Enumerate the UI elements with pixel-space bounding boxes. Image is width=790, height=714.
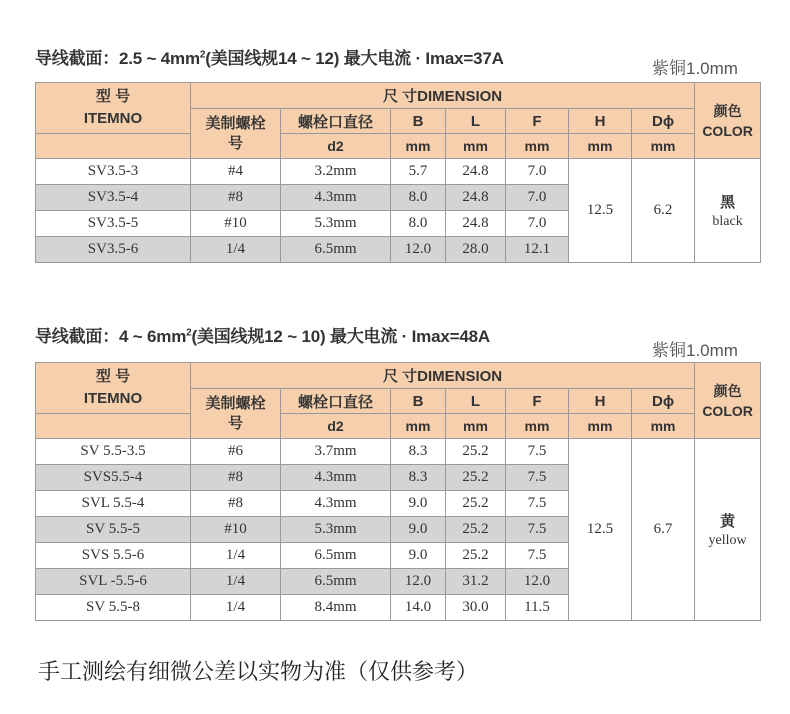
cell-item: SV3.5-3: [36, 159, 191, 185]
d2-header: d2: [281, 414, 391, 439]
cell-f: 7.0: [506, 185, 569, 211]
cell-b: 8.0: [391, 185, 446, 211]
cell-screw: #10: [191, 517, 281, 543]
cell-b: 12.0: [391, 569, 446, 595]
h-value: 12.5: [569, 159, 632, 263]
section-1-title: 导线截面：2.5 ~ $4mm^2$(美国线规14 ~ 12) 最大电流 · Imax=37A: [35, 49, 504, 68]
cell-f: 7.5: [506, 465, 569, 491]
cell-b: 9.0: [391, 491, 446, 517]
d-header: Dϕ: [632, 109, 695, 134]
cell-b: 14.0: [391, 595, 446, 621]
cell-d2: 8.4mm: [281, 595, 391, 621]
b-header: B: [391, 109, 446, 134]
cell-item: SV3.5-5: [36, 211, 191, 237]
cell-f: 12.0: [506, 569, 569, 595]
f-header: F: [506, 389, 569, 414]
cell-b: 8.0: [391, 211, 446, 237]
cell-f: 11.5: [506, 595, 569, 621]
section-1-material: 紫铜1.0mm: [652, 59, 738, 78]
d-unit: mm: [632, 134, 695, 159]
cell-f: 7.5: [506, 439, 569, 465]
footer-note: 手工测绘有细微公差以实物为准（仅供参考）: [38, 660, 479, 685]
cell-d2: 4.3mm: [281, 185, 391, 211]
cell-screw: 1/4: [191, 237, 281, 263]
cell-item: SV 5.5-8: [36, 595, 191, 621]
cell-f: 7.5: [506, 543, 569, 569]
cell-item: SVL -5.5-6: [36, 569, 191, 595]
cell-l: 25.2: [446, 439, 506, 465]
cell-d2: 3.2mm: [281, 159, 391, 185]
cell-f: 7.5: [506, 517, 569, 543]
h-header: H: [569, 109, 632, 134]
f-unit: mm: [506, 414, 569, 439]
cell-screw: #4: [191, 159, 281, 185]
cell-l: 24.8: [446, 185, 506, 211]
h-header: H: [569, 389, 632, 414]
color-value: [695, 159, 761, 263]
color-header: 颜色 COLOR: [695, 83, 761, 159]
item-header: 型 号 ITEMNO: [36, 363, 191, 414]
f-header: F: [506, 109, 569, 134]
l-header: L: [446, 109, 506, 134]
cell-b: 12.0: [391, 237, 446, 263]
cell-l: 25.2: [446, 543, 506, 569]
section-2-title: 导线截面：4 ~ $6mm^2$(美国线规12 ~ 10) 最大电流 · Imax=48A: [35, 327, 490, 346]
table-row: [36, 159, 761, 185]
cell-b: 9.0: [391, 543, 446, 569]
l-unit: mm: [446, 134, 506, 159]
l-unit: mm: [446, 414, 506, 439]
cell-b: 8.3: [391, 465, 446, 491]
cell-screw: #8: [191, 465, 281, 491]
b-header: B: [391, 389, 446, 414]
spec-table-1: [35, 82, 761, 263]
us-screw-header: 美制螺栓号: [191, 109, 281, 159]
cell-item: SVS 5.5-6: [36, 543, 191, 569]
item-header: 型 号 ITEMNO: [36, 83, 191, 134]
cell-screw: #6: [191, 439, 281, 465]
cell-l: 31.2: [446, 569, 506, 595]
cell-d2: 6.5mm: [281, 543, 391, 569]
cell-d2: 5.3mm: [281, 211, 391, 237]
cell-screw: 1/4: [191, 569, 281, 595]
dimension-header: 尺 寸DIMENSION: [191, 363, 695, 389]
cell-l: 25.2: [446, 517, 506, 543]
cell-screw: 1/4: [191, 595, 281, 621]
cell-d2: 5.3mm: [281, 517, 391, 543]
cell-d2: 4.3mm: [281, 491, 391, 517]
cell-f: 7.5: [506, 491, 569, 517]
cell-b: 9.0: [391, 517, 446, 543]
cell-item: SV3.5-4: [36, 185, 191, 211]
item-header-blank: [36, 134, 191, 159]
cell-l: 25.2: [446, 465, 506, 491]
table-row: [36, 439, 761, 465]
cell-screw: #8: [191, 491, 281, 517]
b-unit: mm: [391, 414, 446, 439]
cell-screw: #10: [191, 211, 281, 237]
cell-d2: 6.5mm: [281, 569, 391, 595]
cell-item: SV3.5-6: [36, 237, 191, 263]
d-header: Dϕ: [632, 389, 695, 414]
cell-screw: #8: [191, 185, 281, 211]
cell-l: 25.2: [446, 491, 506, 517]
cell-l: 28.0: [446, 237, 506, 263]
h-unit: mm: [569, 414, 632, 439]
cell-l: 24.8: [446, 159, 506, 185]
color-header: 颜色 COLOR: [695, 363, 761, 439]
cell-d2: 3.7mm: [281, 439, 391, 465]
h-value: 12.5: [569, 439, 632, 621]
cell-item: SV 5.5-5: [36, 517, 191, 543]
bolt-diameter-header: 螺栓口直径: [281, 389, 391, 414]
color-cn: 黄: [720, 514, 736, 530]
bolt-diameter-header: 螺栓口直径: [281, 109, 391, 134]
cell-f: 7.0: [506, 159, 569, 185]
f-unit: mm: [506, 134, 569, 159]
cell-b: 5.7: [391, 159, 446, 185]
item-header-blank: [36, 414, 191, 439]
h-unit: mm: [569, 134, 632, 159]
color-value: [695, 439, 761, 621]
l-header: L: [446, 389, 506, 414]
cell-screw: 1/4: [191, 543, 281, 569]
d-unit: mm: [632, 414, 695, 439]
b-unit: mm: [391, 134, 446, 159]
color-cn: 黑: [720, 195, 736, 211]
cell-f: 12.1: [506, 237, 569, 263]
cell-item: SVS5.5-4: [36, 465, 191, 491]
cell-d2: 4.3mm: [281, 465, 391, 491]
cell-b: 8.3: [391, 439, 446, 465]
cell-l: 30.0: [446, 595, 506, 621]
us-screw-header: 美制螺栓号: [191, 389, 281, 439]
cell-d2: 6.5mm: [281, 237, 391, 263]
color-en: black: [712, 214, 743, 229]
spec-table-2: [35, 362, 761, 621]
section-2-material: 紫铜1.0mm: [652, 341, 738, 360]
cell-item: SVL 5.5-4: [36, 491, 191, 517]
cell-l: 24.8: [446, 211, 506, 237]
cell-item: SV 5.5-3.5: [36, 439, 191, 465]
d-value: 6.2: [632, 159, 695, 263]
cell-f: 7.0: [506, 211, 569, 237]
d2-header: d2: [281, 134, 391, 159]
dimension-header: 尺 寸DIMENSION: [191, 83, 695, 109]
color-en: yellow: [708, 533, 747, 548]
d-value: 6.7: [632, 439, 695, 621]
